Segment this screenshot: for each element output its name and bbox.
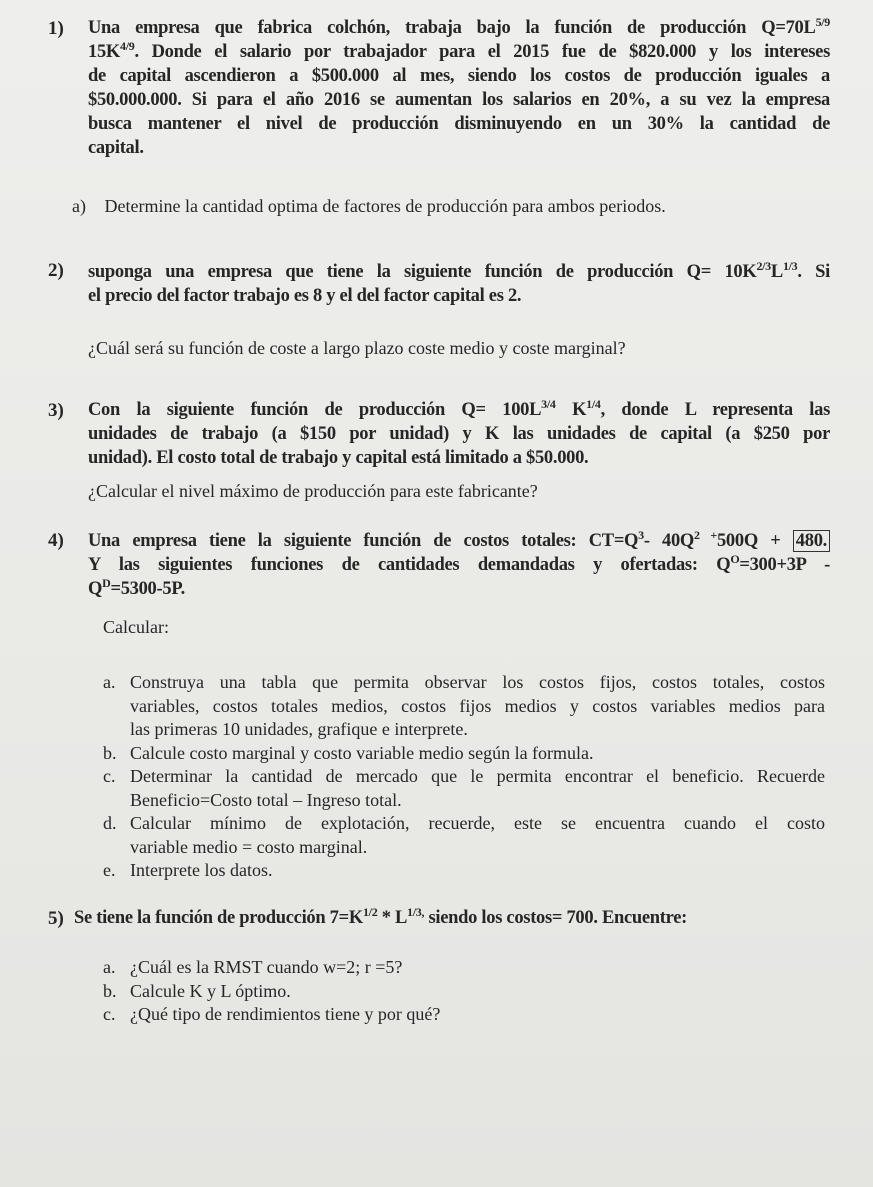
text: , donde L representa las [600,400,830,420]
list-item [103,765,825,812]
text: L [770,262,783,282]
problem-5-list [103,956,440,1027]
text-line: $50.000.000. Si para el año 2016 se aumentan los salarios en 20%, a su vez la empresa [88,90,830,110]
item-letter: c. [103,766,116,786]
text: K [555,400,587,420]
text: =300+3P - [739,555,831,575]
exponent: 1/4 [586,396,601,411]
item-text: Calcular mínimo de explotación, recuerde, este se encuentra cuando el costo [130,813,825,833]
exponent: 4/9 [120,38,135,53]
boxed-constant: 480. [793,530,830,552]
problem-2-question: ¿Cuál será su función de coste a largo plazo coste medio y coste marginal? [88,338,626,358]
text: =5300-5P. [110,579,185,599]
item-text: variables, costos totales medios, costos fijos medios y costos variables medios para [130,695,825,716]
item-text: Calcule costo marginal y costo variable medio según la formula. [130,742,594,763]
item-text: Beneficio=Costo total – Ingreso total. [130,789,402,810]
text: - 40Q [643,531,695,551]
list-item [103,956,440,980]
problem-4-number: 4) [48,530,64,551]
exponent: 1/3, [407,904,425,919]
list-item [103,671,825,742]
exponent: 2/3 [756,258,771,273]
text: Q [88,579,103,599]
problem-1-number: 1) [48,18,64,39]
item-text: Interprete los datos. [130,860,273,880]
list-item [103,812,825,859]
list-item [103,980,440,1004]
item-letter: a) [72,196,86,216]
exponent: 1/3 [782,258,798,273]
item-letter: d. [103,813,117,833]
exponent: O [730,551,740,566]
exponent: 3/4 [541,396,556,411]
text-line: unidades de trabajo (a $150 por unidad) y K las unidades de capital (a $250 por [88,424,830,444]
problem-4-list [103,671,825,883]
text: Una empresa tiene la siguiente función de costos totales: CT=Q [88,531,639,551]
text-line: capital. [88,138,144,158]
item-text: Construya una tabla que permita observar los costos fijos, costos totales, costos [130,672,825,692]
list-item [103,1003,440,1027]
item-letter: a. [103,957,116,977]
item-letter: b. [103,980,117,1001]
text-line: el precio del factor trabajo es 8 y el del factor capital es 2. [88,286,522,306]
item-letter: e. [103,860,116,880]
item-text: variable medio = costo marginal. [130,836,368,857]
text-line: unidad). El costo total de trabajo y capital está limitado a $50.000. [88,448,589,468]
text: 15K [88,42,120,62]
exponent: 3 [638,527,644,542]
item-letter: b. [103,742,117,763]
problem-4-statement [88,529,830,601]
problem-2-number: 2) [48,260,64,281]
item-text: ¿Qué tipo de rendimientos tiene y por qué? [130,1004,441,1024]
text-line: de capital ascendieron a $500.000 al mes, siendo los costos de producción iguales a [88,66,830,86]
text: Una empresa que fabrica colchón, trabaja bajo la función de producción Q=70L [88,18,816,38]
item-letter: a. [103,672,116,692]
problem-5-statement [72,906,687,930]
problem-3-number: 3) [48,400,64,421]
text-line: busca mantener el nivel de producción disminuyendo en un 30% la cantidad de [88,114,830,134]
problem-2-statement [88,260,830,308]
problem-1a [72,196,666,217]
problem-5-number: 5) [48,908,64,929]
text: 500Q + [716,531,781,551]
problem-3-statement [88,398,830,470]
text: Se tiene la función de producción 7=K [74,908,363,928]
text: Y las siguientes funciones de cantidades demandadas y ofertadas: Q [88,555,731,575]
problem-3-question: ¿Calcular el nivel máximo de producción para este fabricante? [88,481,538,501]
item-letter: c. [103,1004,116,1024]
list-item [103,742,825,766]
text: . Donde el salario por trabajador para el 2015 fue de $820.000 y los intereses [134,42,830,62]
text: * L [377,908,408,928]
text: siendo los costos= 700. Encuentre: [424,908,688,928]
item-text: Determinar la cantidad de mercado que le permita encontrar el beneficio. Recuerde [130,766,825,786]
text: Con la siguiente función de producción Q= 100L [88,400,542,420]
exponent: 2 + [694,527,717,542]
exponent: D [102,575,111,590]
exponent: 5/9 [815,14,830,29]
item-text: Calcule K y L óptimo. [130,980,291,1001]
problem-1-statement [88,16,830,160]
item-text: Determine la cantidad optima de factores de producción para ambos periodos. [104,196,666,216]
item-text: ¿Cuál es la RMST cuando w=2; r =5? [130,957,403,977]
list-item [103,859,825,883]
text: suponga una empresa que tiene la siguiente función de producción Q= 10K [88,262,757,282]
item-text: las primeras 10 unidades, grafique e interprete. [130,719,468,739]
exponent: 1/2 [362,904,378,919]
calcular-label: Calcular: [103,617,169,637]
text: . Si [797,262,831,282]
